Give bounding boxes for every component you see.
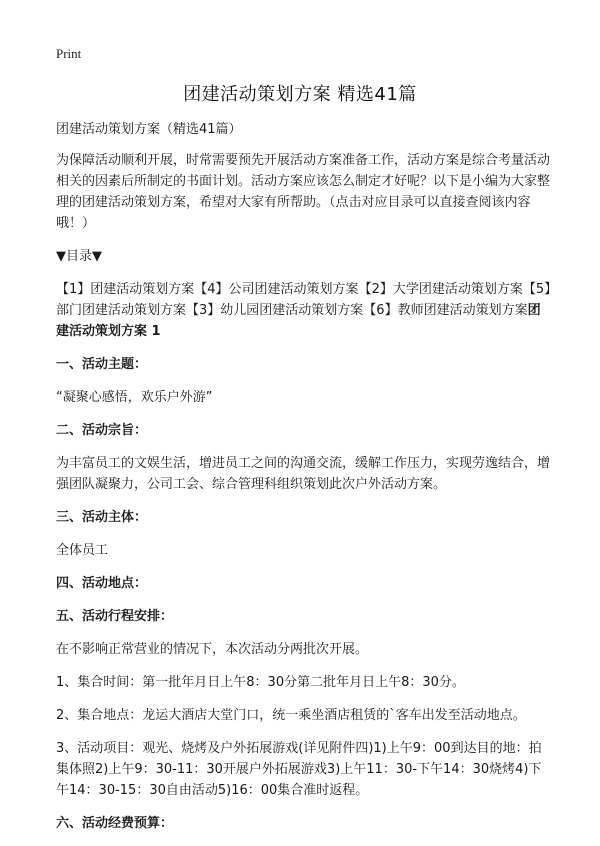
theme-text: “凝聚心感悟，欢乐户外游”	[56, 390, 213, 405]
toc-link-5[interactable]: 【5】部门团建活动策划方案	[56, 282, 551, 318]
schedule-intro: 在不影响正常营业的情况下，本次活动分两批次开展。	[56, 642, 369, 657]
budget-heading: 六、活动经费预算：	[56, 816, 174, 831]
document-body	[56, 119, 552, 846]
purpose-text: 为丰富员工的文娱生活，增进员工之间的沟通交流，缓解工作压力，实现劳逸结合，增强团队凝聚力，公司工会、综合管理科组织策划此次户外活动方案。	[56, 456, 551, 492]
theme-heading: 一、活动主题：	[56, 357, 148, 372]
toc-link-3[interactable]: 【3】幼儿园团建活动策划方案	[186, 303, 364, 318]
toc-link-2[interactable]: 【2】大学团建活动策划方案	[358, 282, 523, 297]
intro-paragraph: 为保障活动顺利开展，时常需要预先开展活动方案准备工作，活动方案是综合考量活动相关的因素后所制定的书面计划。活动方案应该怎么制定才好呢？以下是小编为大家整理的团建活动策划方案，希望对大家有所帮助。（点击对应目录可以直接查阅该内容哦！）	[56, 153, 551, 231]
toc-link-1[interactable]: 【1】团建活动策划方案	[56, 282, 195, 297]
document-subtitle: 团建活动策划方案（精选41篇）	[56, 122, 242, 137]
section-title: 团建活动策划方案 1	[56, 303, 541, 339]
table-of-contents	[56, 279, 552, 342]
schedule-heading: 五、活动行程安排：	[56, 609, 174, 624]
print-label: Print	[56, 46, 82, 61]
toc-link-6[interactable]: 【6】教师团建活动策划方案	[363, 303, 528, 318]
location-heading: 四、活动地点：	[56, 576, 148, 591]
purpose-heading: 二、活动宗旨：	[56, 423, 148, 438]
toc-link-4[interactable]: 【4】公司团建活动策划方案	[194, 282, 359, 297]
subject-heading: 三、活动主体：	[56, 510, 148, 525]
schedule-item-1: 1、集合时间：第一批年月日上午8：30分第二批年月日上午8：30分。	[56, 675, 465, 690]
schedule-item-2: 2、集合地点：龙运大酒店大堂门口，统一乘坐酒店租赁的`客车出发至活动地点。	[56, 708, 526, 723]
schedule-item-3: 3、活动项目：观光、烧烤及户外拓展游戏(详见附件四)1)上午9：00到达目的地：拍集体照2)上午9：30-11：30开展户外拓展游戏3)上午11：30-下午14：30烧烤4)下午14：30-15：30自由活动5)16：00集合准时返程。	[56, 741, 542, 798]
toc-heading: ▼目录▼	[56, 249, 102, 264]
page-title: 团建活动策划方案 精选41篇	[183, 84, 417, 105]
subject-text: 全体员工	[56, 543, 109, 558]
